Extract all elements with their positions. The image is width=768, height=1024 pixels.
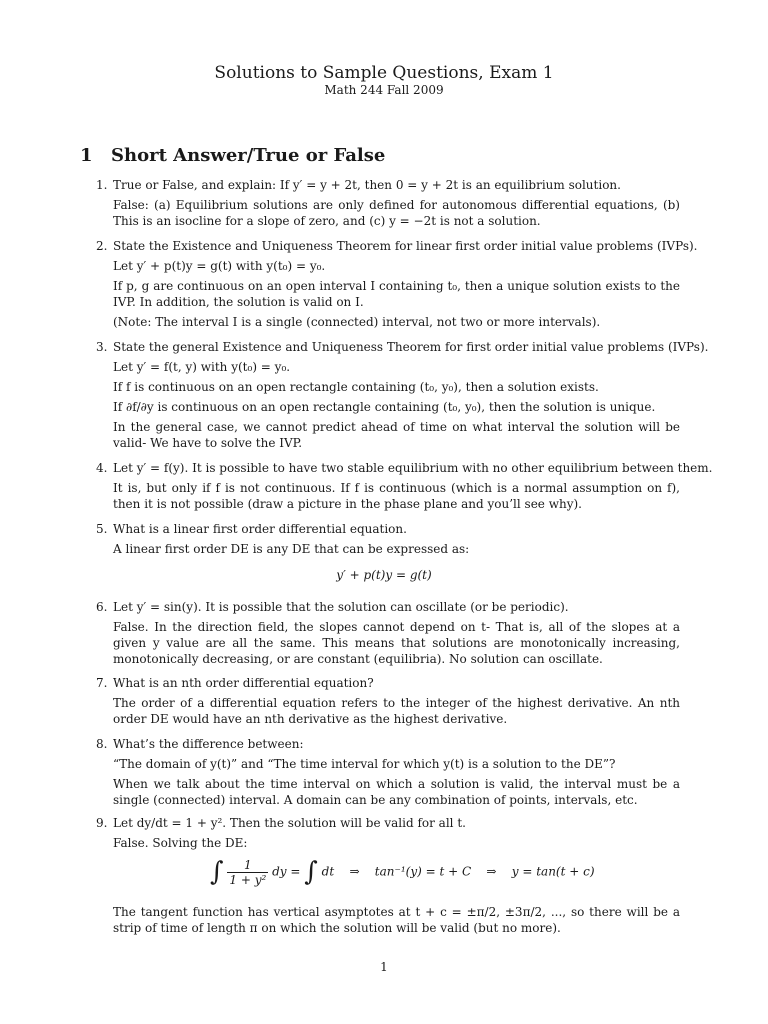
answer-2-line-3: (Note: The interval I is a single (connected) interval, not two or more intervals). xyxy=(113,315,601,329)
answer-3-line-2: If f is continuous on an open rectangle containing (t₀, y₀), then a solution exists. xyxy=(113,380,599,394)
integral-equation xyxy=(210,857,610,899)
document-subtitle: Math 244 Fall 2009 xyxy=(324,83,444,97)
question-number: 7. xyxy=(96,676,108,690)
question-number: 8. xyxy=(96,737,108,751)
integral-rhs: dt xyxy=(321,864,335,879)
answer-6: False. In the direction field, the slopes cannot depend on t- That is, all of the slopes at a given y value are all the same. This means that solutions are monotonically increasing, monotonically decreasing, or are constant (equilibria). No solution can oscillate. xyxy=(113,620,680,666)
question-number: 9. xyxy=(96,816,108,830)
question-text: True or False, and explain: If y′ = y + 2t, then 0 = y + 2t is an equilibrium solution. xyxy=(113,178,621,192)
question-text: Let y′ = f(y). It is possible to have two stable equilibrium with no other equilibrium between them. xyxy=(113,461,713,475)
linear-de-equation: y′ + p(t)y = g(t) xyxy=(336,568,432,582)
fraction-numerator: 1 xyxy=(227,858,268,873)
answer-3-line-1: Let y′ = f(t, y) with y(t₀) = y₀. xyxy=(113,360,291,374)
question-number: 5. xyxy=(96,522,108,536)
question-text: What is a linear first order differential equation. xyxy=(113,522,407,536)
answer-7: The order of a differential equation refers to the integer of the highest derivative. An nth order DE would have an nth derivative as the highest derivative. xyxy=(113,696,680,726)
question-text: Let y′ = sin(y). It is possible that the solution can oscillate (or be periodic). xyxy=(113,600,569,614)
question-number: 1. xyxy=(96,178,108,192)
integral-step-2: y = tan(t + c) xyxy=(511,864,595,879)
question-number: 2. xyxy=(96,239,108,253)
answer-8-line-2: When we talk about the time interval on which a solution is valid, the interval must be a single (connected) interval. A domain can be any combination of points, intervals, etc. xyxy=(113,777,680,807)
question-text: Let dy/dt = 1 + y². Then the solution will be valid for all t. xyxy=(113,816,466,830)
answer-2-line-2: If p, g are continuous on an open interval I containing t₀, then a unique solution exists to the IVP. In addition, the solution is valid on I. xyxy=(113,279,680,309)
question-number: 6. xyxy=(96,600,108,614)
implies-arrow: ⇒ xyxy=(349,864,360,879)
integral-lhs-tail: dy = xyxy=(272,864,301,879)
answer-4: It is, but only if f is not continuous. If f is continuous (which is a normal assumption on f), then it is not possible (draw a picture in the phase plane and you’ll see why). xyxy=(113,481,680,511)
document-title: Solutions to Sample Questions, Exam 1 xyxy=(214,63,554,83)
integral-sign: ∫ xyxy=(210,857,224,887)
answer-3-line-4: In the general case, we cannot predict ahead of time on what interval the solution will be valid- We have to solve the IVP. xyxy=(113,420,680,450)
page-number: 1 xyxy=(380,960,388,974)
integral-sign: ∫ xyxy=(304,857,318,887)
implies-arrow: ⇒ xyxy=(486,864,497,879)
question-text: What is an nth order differential equation? xyxy=(113,676,374,690)
question-text: State the Existence and Uniqueness Theorem for linear first order initial value problems (IVPs). xyxy=(113,239,698,253)
answer-9-closing: The tangent function has vertical asymptotes at t + c = ±π/2, ±3π/2, ..., so there will be a strip of time of length π on which the solution will be valid (but no more). xyxy=(113,905,680,935)
answer-1: False: (a) Equilibrium solutions are only defined for autonomous differential equations, (b) This is an isocline for a slope of zero, and (c) y = −2t is not a solution. xyxy=(113,198,680,228)
integral-step-1: tan⁻¹(y) = t + C xyxy=(374,864,472,879)
answer-2-line-1: Let y′ + p(t)y = g(t) with y(t₀) = y₀. xyxy=(113,259,326,273)
question-number: 4. xyxy=(96,461,108,475)
question-text: State the general Existence and Uniqueness Theorem for first order initial value problems (IVPs). xyxy=(113,340,709,354)
answer-5: A linear first order DE is any DE that can be expressed as: xyxy=(113,542,470,556)
answer-8-line-1: “The domain of y(t)” and “The time interval for which y(t) is a solution to the DE”? xyxy=(113,757,616,771)
fraction-denominator: 1 + y² xyxy=(229,872,267,887)
answer-9: False. Solving the DE: xyxy=(113,836,248,850)
section-title: Short Answer/True or False xyxy=(111,145,386,166)
section-heading xyxy=(80,145,385,166)
answer-3-line-3: If ∂f/∂y is continuous on an open rectangle containing (t₀, y₀), then the solution is unique. xyxy=(113,400,656,414)
question-text: What’s the difference between: xyxy=(113,737,304,751)
integrand-fraction xyxy=(227,858,268,887)
question-number: 3. xyxy=(96,340,108,354)
section-number: 1 xyxy=(80,145,93,166)
